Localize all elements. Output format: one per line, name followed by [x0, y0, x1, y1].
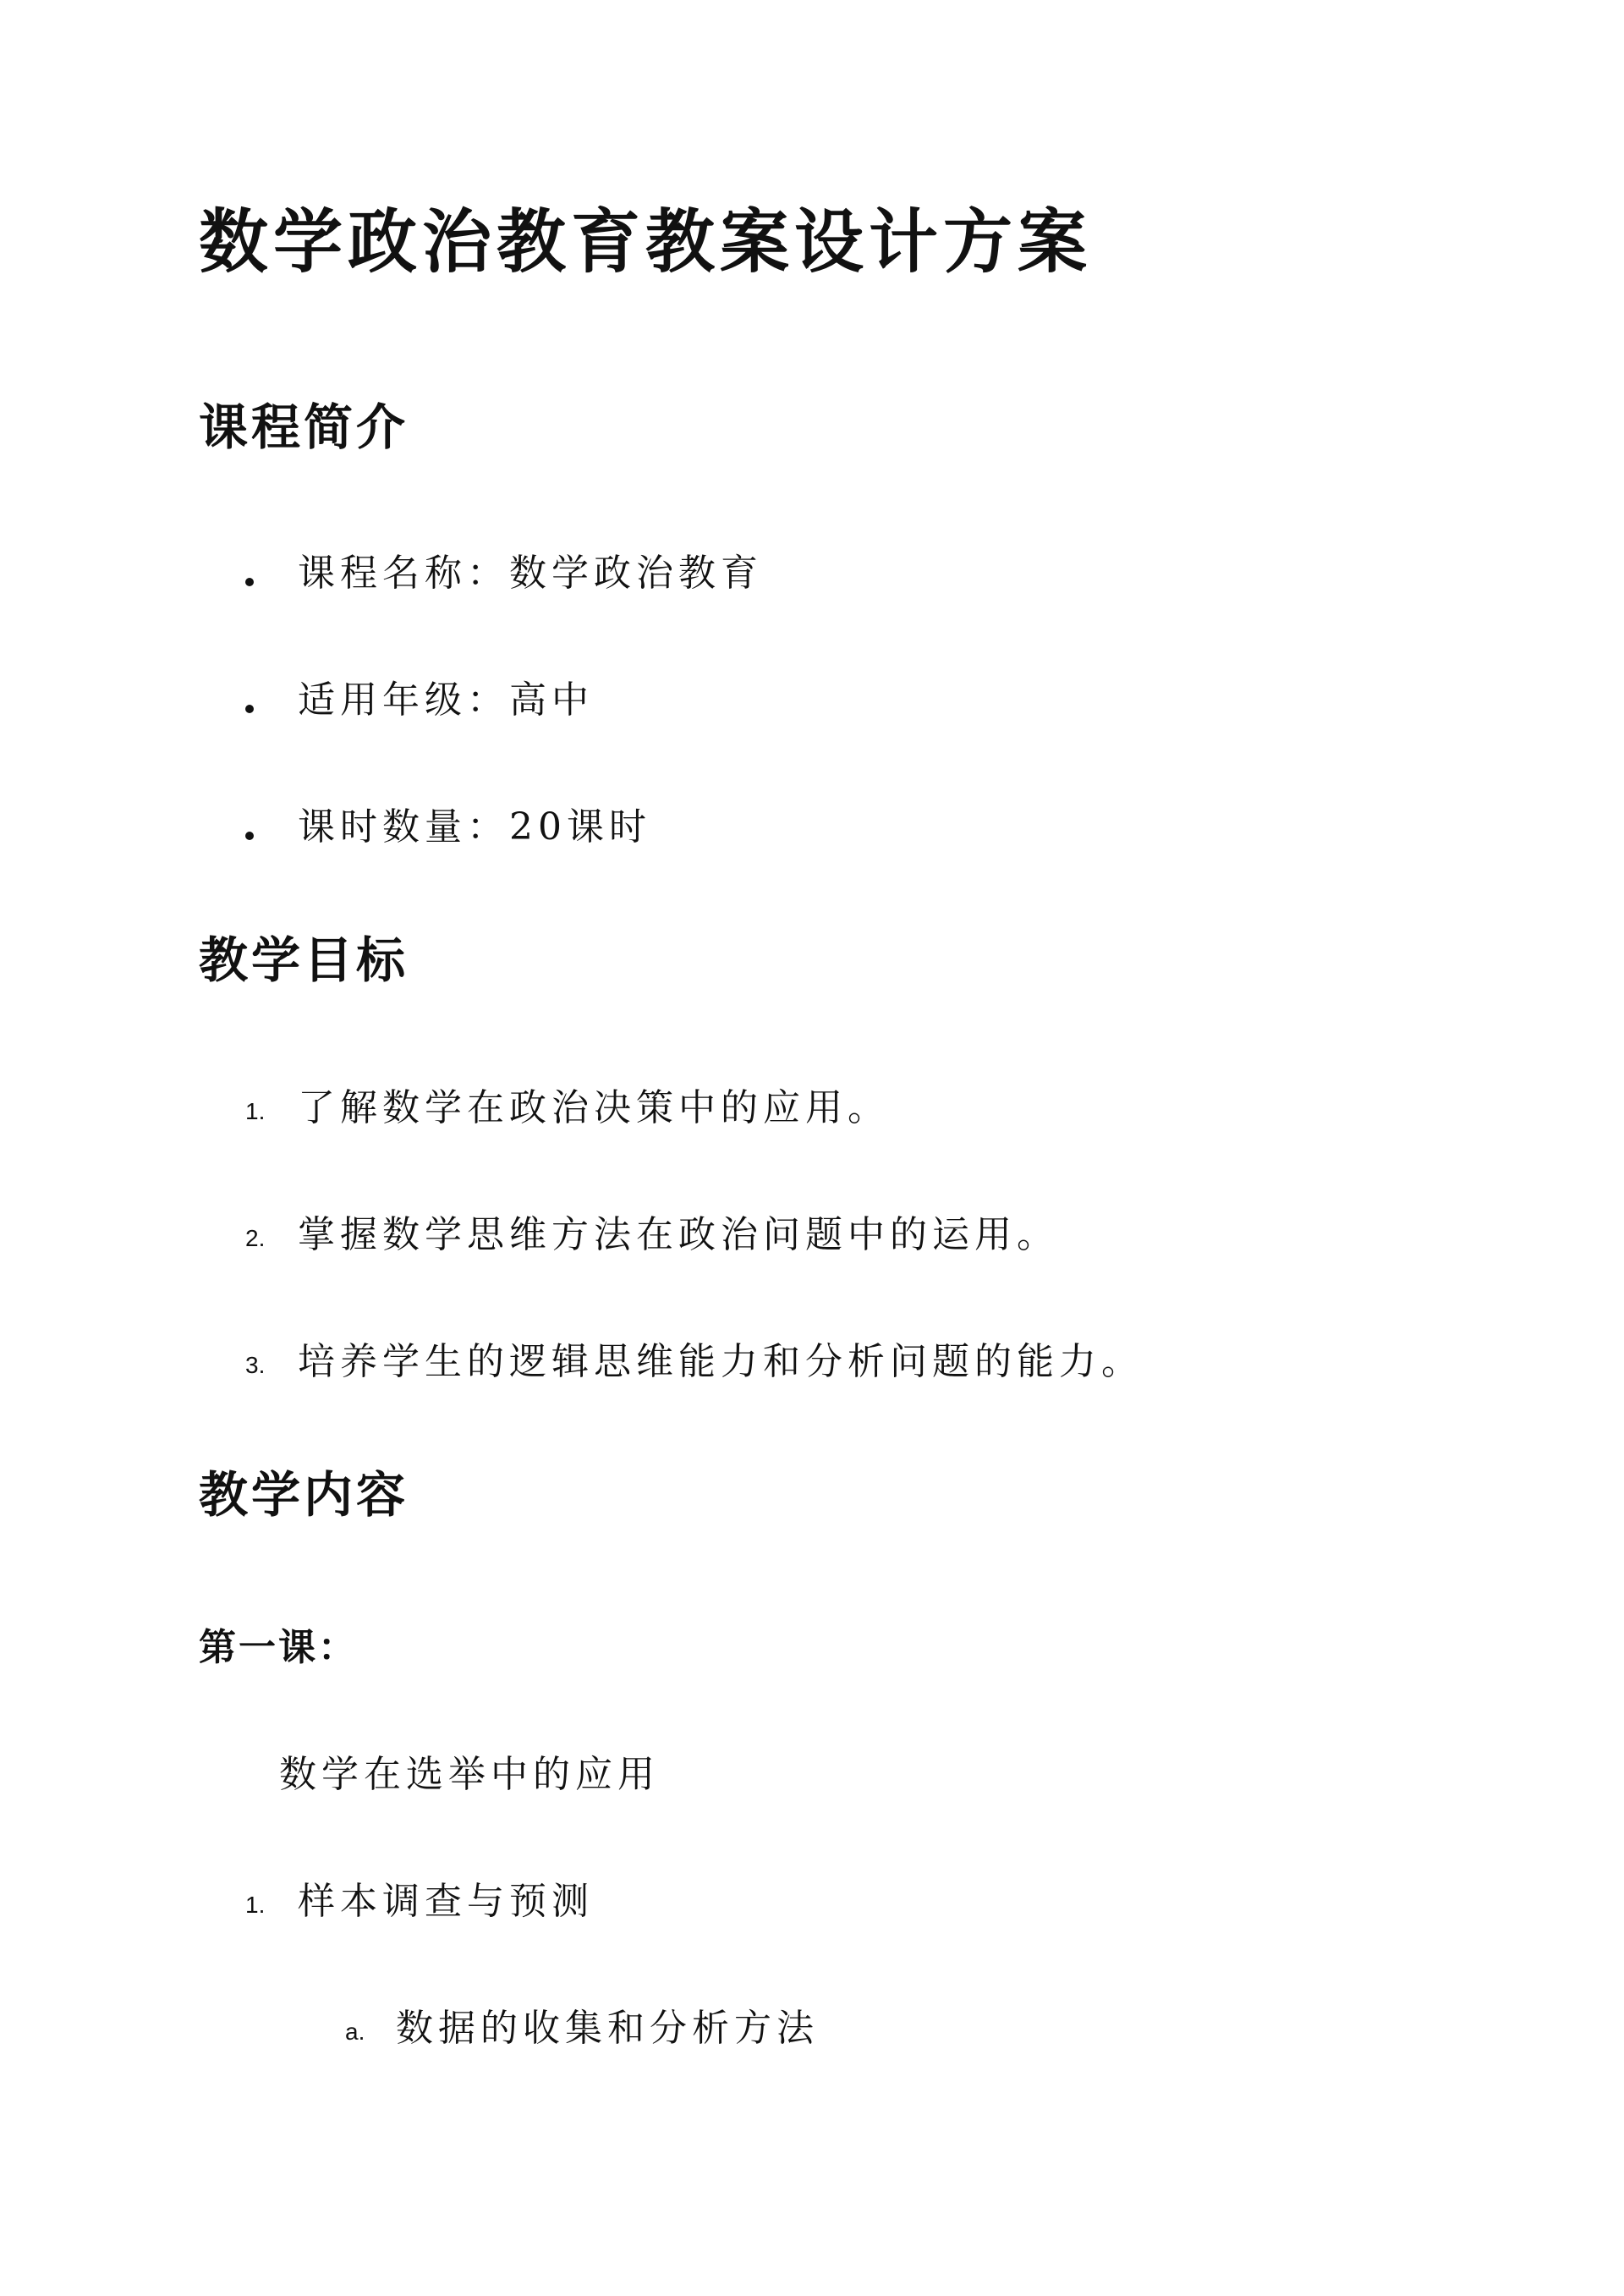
list-number: 3. [245, 1352, 266, 1378]
lesson-heading: 第一课： [199, 1626, 358, 1669]
item-label: 课程名称： [298, 552, 509, 595]
sub-list-item-text: 数据的收集和分析方法 [396, 2007, 819, 2050]
list-item-text: 样本调查与预测 [298, 1880, 594, 1923]
bullet-icon [245, 578, 254, 586]
list-item-text: 了解数学在政治决策中的应用。 [298, 1086, 890, 1129]
list-number: 2. [245, 1225, 266, 1251]
bullet-icon [245, 832, 254, 840]
lesson-topic: 数学在选举中的应用 [279, 1753, 660, 1796]
section-heading-goals: 教学目标 [199, 931, 409, 989]
item-label: 课时数量： [298, 805, 509, 849]
list-item-text [298, 804, 651, 851]
bullet-icon [245, 705, 254, 713]
item-value: 高中 [509, 678, 594, 722]
section-heading-content: 教学内容 [199, 1466, 409, 1524]
list-number: 1. [245, 1892, 266, 1918]
list-item-text: 培养学生的逻辑思维能力和分析问题的能力。 [298, 1340, 1144, 1383]
list-number: 1. [245, 1098, 266, 1124]
section-heading-intro: 课程简介 [199, 398, 409, 456]
document-title: 数学政治教育教案设计方案 [199, 201, 1093, 283]
list-item-text [298, 677, 594, 724]
list-item-text: 掌握数学思维方法在政治问题中的运用。 [298, 1213, 1059, 1256]
item-value: 20课时 [509, 805, 651, 849]
sub-list-marker: a. [345, 2019, 365, 2045]
list-item-text [298, 550, 763, 597]
item-value: 数学政治教育 [509, 552, 763, 595]
item-label: 适用年级： [298, 678, 509, 722]
